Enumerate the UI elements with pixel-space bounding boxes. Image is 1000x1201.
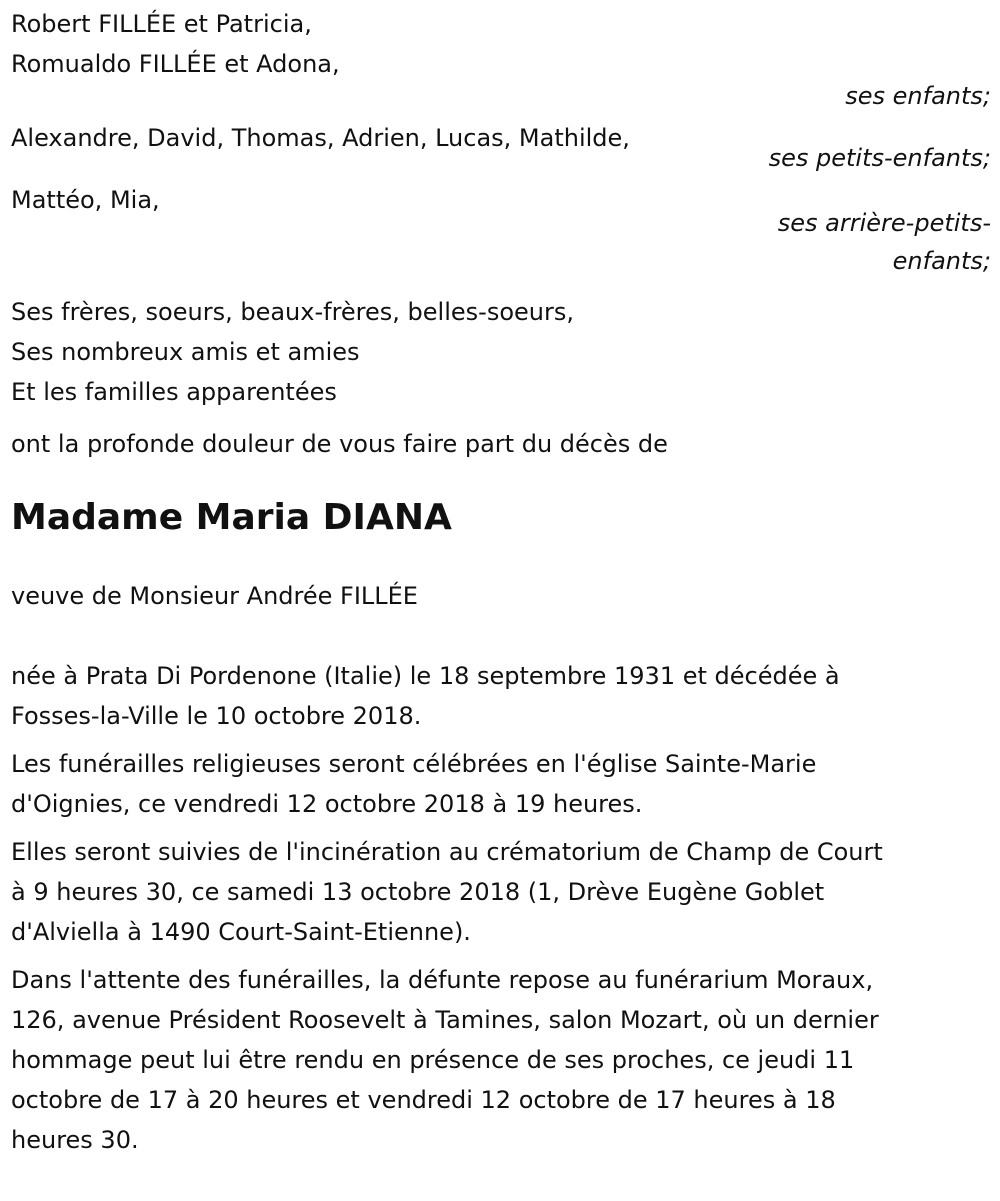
great-grandchildren-line: Mattéo, Mia,: [11, 186, 160, 214]
paragraph-line: 126, avenue Président Roosevelt à Tamines, salon Mozart, où un dernier: [11, 1006, 879, 1034]
paragraph-line: heures 30.: [11, 1126, 139, 1154]
obituary-notice: [11, 4, 991, 1168]
funeral-paragraph: [11, 744, 991, 824]
grandchildren-label: ses petits-enfants;: [768, 144, 991, 172]
others-line: Ses nombreux amis et amies: [11, 338, 360, 366]
great-grandchildren-section: [11, 180, 991, 280]
announcement-text: ont la profonde douleur de vous faire part du décès de: [11, 430, 668, 458]
others-line: Et les familles apparentées: [11, 378, 337, 406]
deceased-name: Madame Maria DIANA: [11, 497, 452, 538]
paragraph-line: née à Prata Di Pordenone (Italie) le 18 septembre 1931 et décédée à: [11, 662, 840, 690]
birth-death-paragraph: [11, 656, 991, 736]
child-line: Romualdo FILLÉE et Adona,: [11, 50, 340, 78]
widow-of-text: veuve de Monsieur Andrée FILLÉE: [11, 582, 418, 610]
cremation-paragraph: [11, 832, 991, 952]
child-line: Robert FILLÉE et Patricia,: [11, 10, 312, 38]
paragraph-line: d'Oignies, ce vendredi 12 octobre 2018 à 19 heures.: [11, 790, 643, 818]
visitation-paragraph: [11, 960, 991, 1160]
great-grandchildren-label-line2: enfants;: [892, 247, 991, 275]
others-line: Ses frères, soeurs, beaux-frères, belles-soeurs,: [11, 298, 574, 326]
paragraph-line: Dans l'attente des funérailles, la défunte repose au funérarium Moraux,: [11, 966, 874, 994]
paragraph-line: hommage peut lui être rendu en présence de ses proches, ce jeudi 11: [11, 1046, 855, 1074]
grandchildren-line: Alexandre, David, Thomas, Adrien, Lucas, Mathilde,: [11, 124, 630, 152]
paragraph-line: Elles seront suivies de l'incinération au crématorium de Champ de Court: [11, 838, 883, 866]
others-section: [11, 292, 991, 412]
paragraph-line: à 9 heures 30, ce samedi 13 octobre 2018 (1, Drève Eugène Goblet: [11, 878, 825, 906]
paragraph-line: octobre de 17 à 20 heures et vendredi 12 octobre de 17 heures à 18: [11, 1086, 836, 1114]
grandchildren-section: [11, 118, 991, 176]
children-section: [11, 4, 991, 114]
paragraph-line: Fosses-la-Ville le 10 octobre 2018.: [11, 702, 422, 730]
paragraph-line: d'Alviella à 1490 Court-Saint-Etienne).: [11, 918, 471, 946]
paragraph-line: Les funérailles religieuses seront célébrées en l'église Sainte-Marie: [11, 750, 817, 778]
great-grandchildren-label-line1: ses arrière-petits-: [777, 209, 991, 237]
children-label: ses enfants;: [845, 82, 991, 110]
